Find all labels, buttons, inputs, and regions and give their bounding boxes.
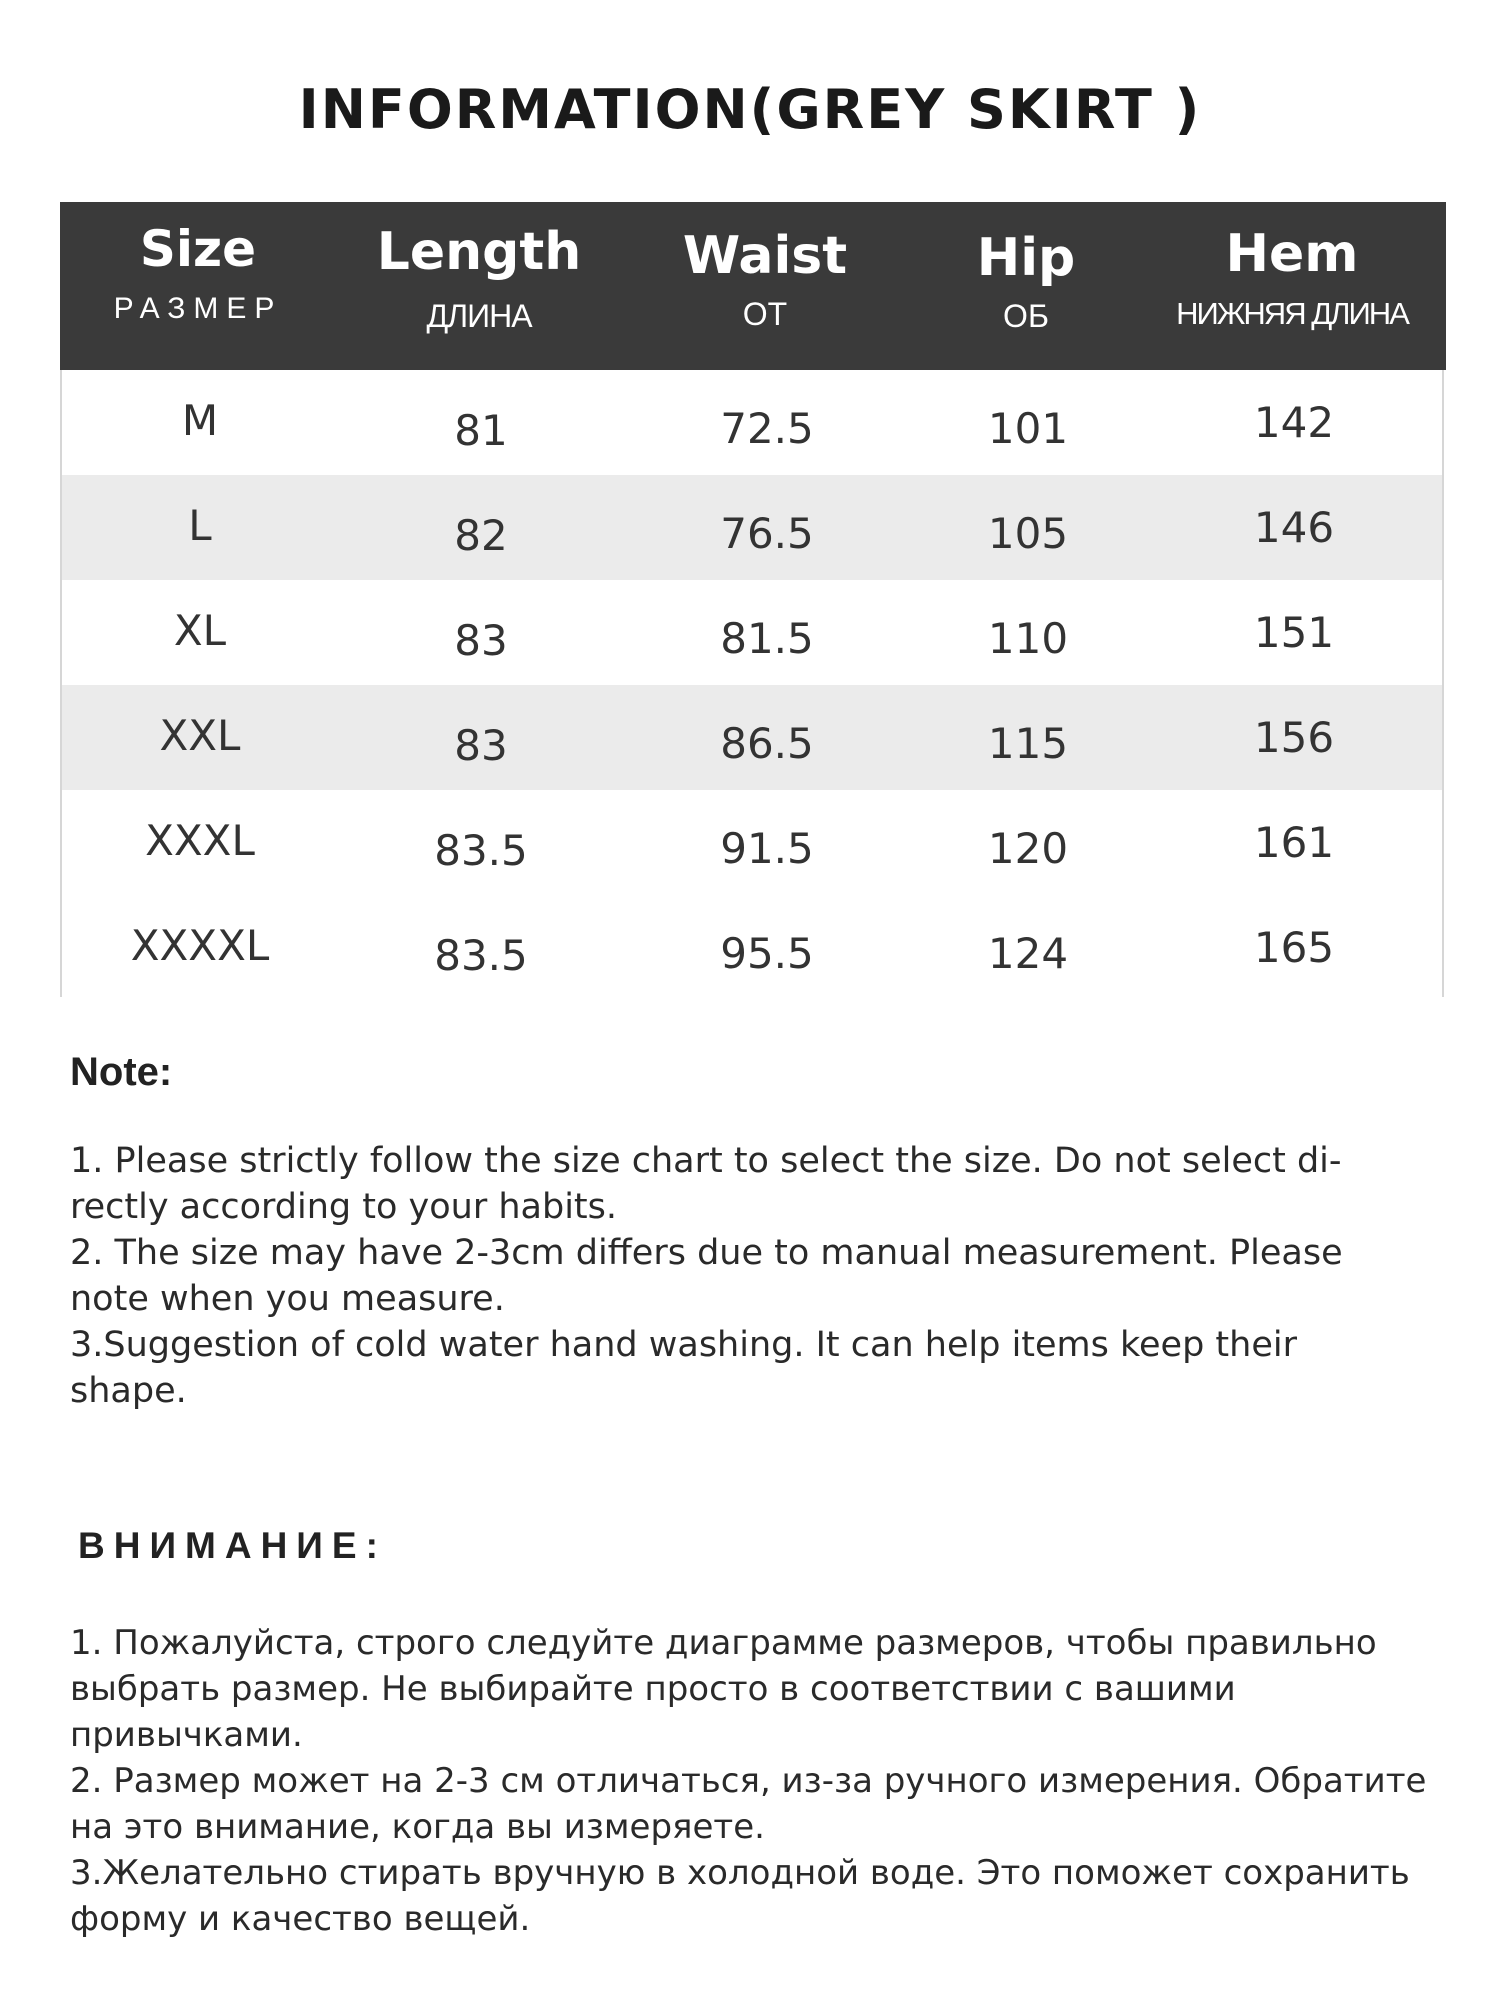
header-length-en: Length xyxy=(376,222,582,282)
cell-hem: 142 xyxy=(1253,398,1335,447)
page-title: INFORMATION(GREY SKIRT ) xyxy=(298,78,1202,141)
note-heading: Note: xyxy=(70,1050,173,1094)
cell-length: 83.5 xyxy=(434,826,528,875)
cell-size: L xyxy=(188,501,212,550)
table-row xyxy=(62,475,1442,580)
cell-hem: 151 xyxy=(1253,608,1335,657)
table-header xyxy=(60,202,1446,370)
cell-size: XL xyxy=(173,606,227,655)
cell-length: 83.5 xyxy=(434,931,528,980)
cell-hip: 124 xyxy=(987,929,1069,978)
cell-length: 83 xyxy=(454,616,508,665)
cell-waist: 72.5 xyxy=(720,404,814,453)
cell-hem: 146 xyxy=(1253,503,1335,552)
cell-hip: 101 xyxy=(987,404,1069,453)
table-row xyxy=(62,685,1442,790)
cell-size: XXL xyxy=(159,711,241,760)
attention-heading: ВНИМАНИЕ: xyxy=(78,1525,387,1566)
cell-hip: 115 xyxy=(987,719,1069,768)
note-list xyxy=(70,1138,1400,1414)
table-row xyxy=(62,895,1442,997)
header-hem-ru: НИЖНЯЯ ДЛИНА xyxy=(1176,296,1408,331)
note-item: 3.Suggestion of cold water hand washing. It can help items keep their shape. xyxy=(70,1325,1297,1411)
size-chart-table xyxy=(60,202,1444,997)
cell-waist: 91.5 xyxy=(720,824,814,873)
header-hip-ru: ОБ xyxy=(1003,298,1049,334)
header-hem xyxy=(1144,202,1440,370)
header-waist xyxy=(622,202,908,370)
cell-waist: 76.5 xyxy=(720,509,814,558)
cell-hem: 165 xyxy=(1253,923,1335,972)
table-row xyxy=(62,370,1442,475)
attention-item: 3.Желательно стирать вручную в холодной воде. Это поможет сохранить форму и качество вещей. xyxy=(70,1853,1410,1939)
cell-size: M xyxy=(181,396,219,445)
header-size-en: Size xyxy=(139,220,257,278)
header-length-ru: ДЛИНА xyxy=(426,298,532,334)
header-hip xyxy=(908,202,1144,370)
header-size xyxy=(60,202,336,370)
cell-waist: 86.5 xyxy=(720,719,814,768)
cell-hip: 105 xyxy=(987,509,1069,558)
cell-hip: 120 xyxy=(987,824,1069,873)
table-row xyxy=(62,580,1442,685)
note-item: 1. Please strictly follow the size chart to select the size. Do not select di-rectly according to your habits. xyxy=(70,1141,1342,1227)
header-size-ru: РАЗМЕР xyxy=(113,292,283,325)
attention-item: 1. Пожалуйста, строго следуйте диаграмме размеров, чтобы правильно выбрать размер. Не выбирайте просто в соответствии с вашими привычками. xyxy=(70,1623,1377,1755)
cell-hem: 156 xyxy=(1253,713,1335,762)
table-body xyxy=(62,370,1442,997)
cell-hip: 110 xyxy=(987,614,1069,663)
cell-size: XXXL xyxy=(145,816,255,865)
attention-list xyxy=(70,1620,1430,1942)
cell-length: 81 xyxy=(454,406,508,455)
header-length xyxy=(336,202,622,370)
cell-waist: 81.5 xyxy=(720,614,814,663)
header-hem-en: Hem xyxy=(1225,224,1359,284)
cell-size: XXXXL xyxy=(130,921,270,970)
header-waist-ru: ОТ xyxy=(742,296,788,332)
table-row xyxy=(62,790,1442,895)
header-hip-en: Hip xyxy=(976,228,1076,288)
cell-length: 83 xyxy=(454,721,508,770)
attention-item: 2. Размер может на 2-3 см отличаться, из-за ручного измерения. Обратите на это внимание, когда вы измеряете. xyxy=(70,1761,1427,1847)
cell-hem: 161 xyxy=(1253,818,1335,867)
header-waist-en: Waist xyxy=(682,226,848,286)
cell-waist: 95.5 xyxy=(720,929,814,978)
note-item: 2. The size may have 2-3cm differs due to manual measurement. Please note when you measure. xyxy=(70,1233,1343,1319)
cell-length: 82 xyxy=(454,511,508,560)
